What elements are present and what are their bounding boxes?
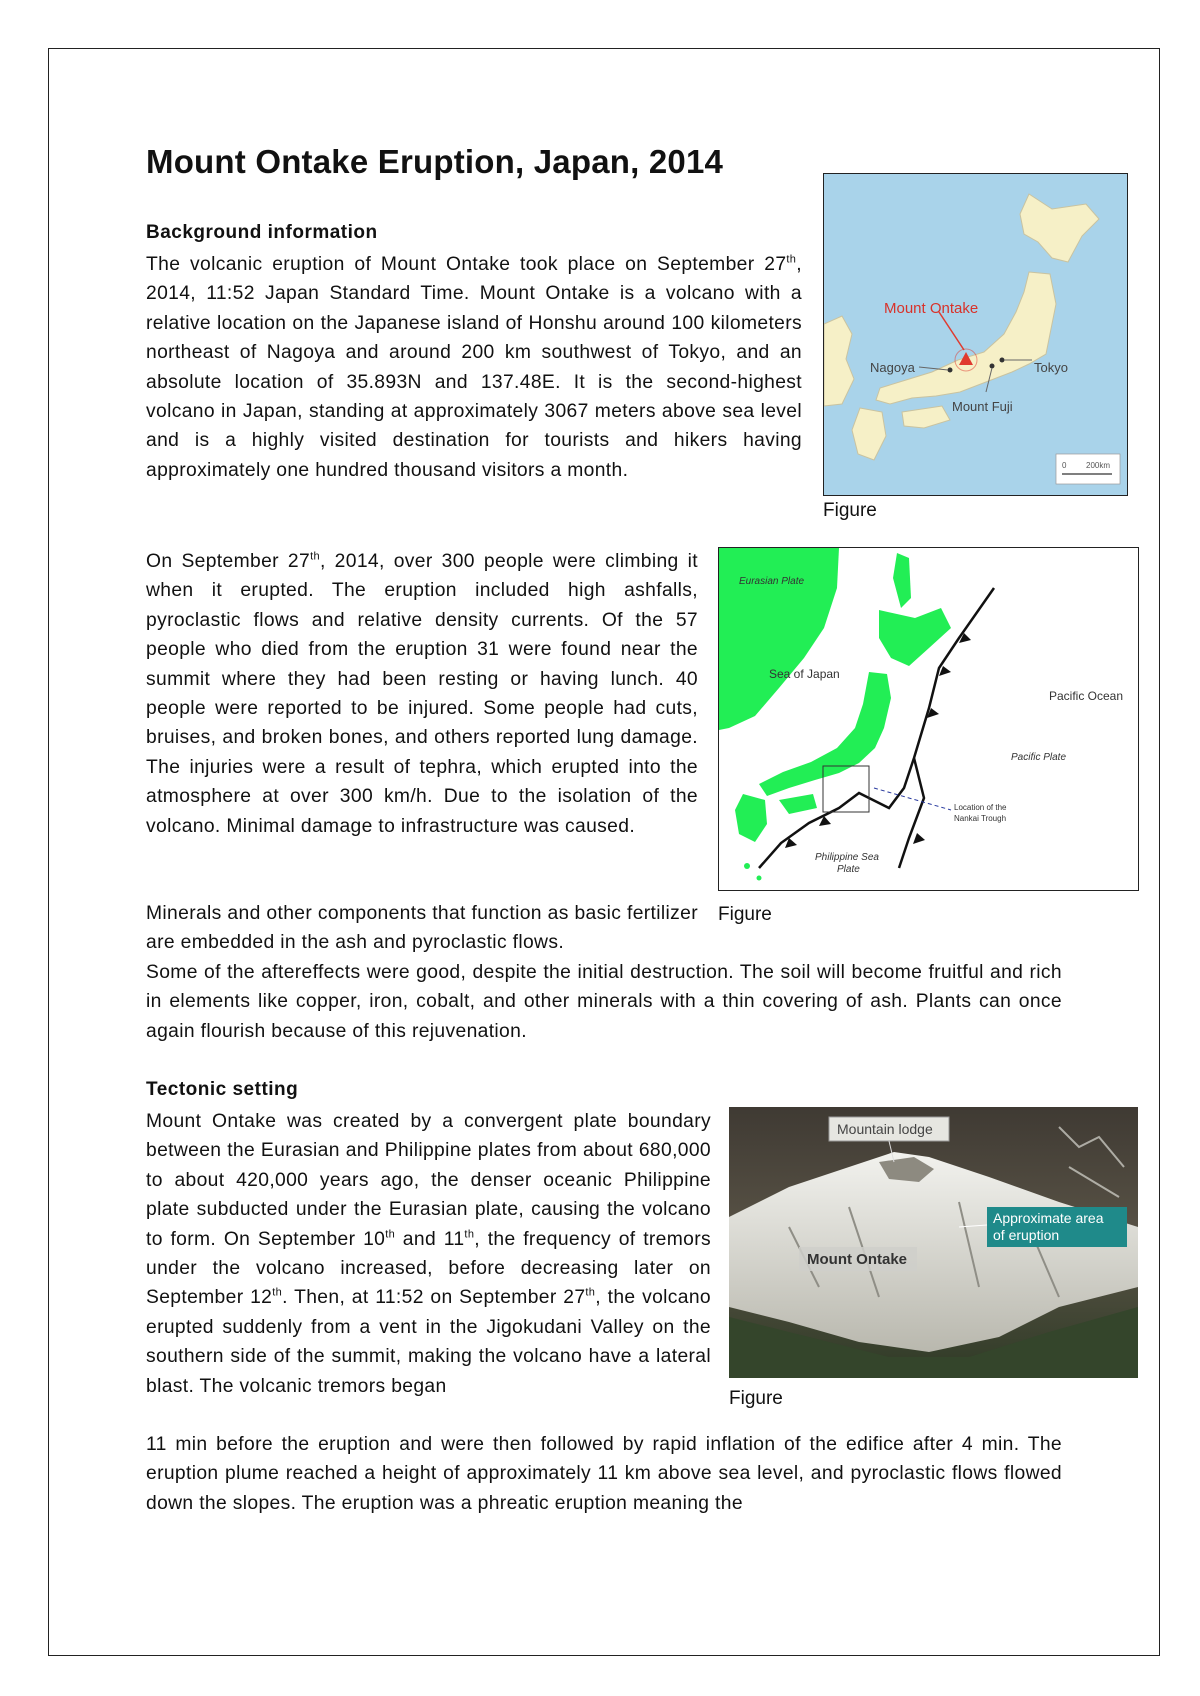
tectonic-sup-2: th — [464, 1228, 475, 1241]
scale-km: 200km — [1086, 461, 1111, 470]
figure-caption-map2: Figure — [718, 904, 772, 925]
tokyo-dot-icon — [1000, 358, 1005, 363]
island-dot — [744, 863, 750, 869]
background-paragraph-3b: Some of the aftereffects were good, despite the initial destruction. The soil will become fruitful and rich in elements like copper, iron, cobalt, and other minerals with a thin covering of ash. Plants can once again flourish because of this rejuvenation. — [146, 962, 1062, 1042]
page-title: Mount Ontake Eruption, Japan, 2014 — [146, 143, 724, 180]
tectonic-sup-1: th — [385, 1228, 396, 1241]
label-philippine-sea-plate-2: Plate — [837, 864, 860, 875]
label-trough-1: Location of the — [954, 803, 1007, 812]
aerial-volcano-photo — [729, 1107, 1138, 1378]
tectonic-sup-4: th — [585, 1287, 596, 1300]
background-heading: Background information — [146, 222, 378, 243]
background-p1-sup: th — [786, 253, 797, 266]
tectonic-paragraph-wrap — [146, 1107, 711, 1401]
island-dot — [757, 876, 762, 881]
label-nagoya: Nagoya — [870, 360, 915, 375]
figure-caption-photo: Figure — [729, 1388, 783, 1409]
aerial-volcano-photo-svg — [729, 1107, 1138, 1378]
label-trough-2: Nankai Trough — [954, 814, 1007, 823]
tectonic-text-c: , the frequency of tremors under the volcano increased, before decreasing later on September 12 — [146, 1228, 712, 1309]
callout-mount-ontake-text: Mount Ontake — [807, 1251, 907, 1268]
figure-caption-map1: Figure — [823, 500, 877, 521]
tectonic-text-b: and 11 — [395, 1228, 465, 1250]
label-pacific-plate: Pacific Plate — [1011, 752, 1067, 763]
label-eurasian-plate: Eurasian Plate — [739, 576, 805, 587]
japan-location-map-svg — [824, 174, 1128, 496]
label-pacific-ocean: Pacific Ocean — [1049, 689, 1124, 703]
tectonic-plates-map-svg — [719, 548, 1139, 891]
background-paragraph-3a: Minerals and other components that function as basic fertilizer are embedded in the ash and pyroclastic flows. — [146, 903, 698, 954]
background-p2-text-b: , 2014, over 300 people were climbing it when it erupted. The eruption included high ashfalls, pyroclastic flows and relative density currents. Of the 57 people who died from the eruption 31 were found near the summit where they had been resting or having lunch. 40 people were reported to be injured. Some people had cuts, bruises, and broken bones, and others reported lung damage. The injuries were a result of tephra, which erupted into the atmosphere at over 300 km/h. Due to the isolation of the volcano. Minimal damage to infrastructure was caused. — [146, 551, 698, 837]
label-mount-fuji: Mount Fuji — [952, 399, 1013, 414]
callout-eruption-area-text-1: Approximate area — [993, 1210, 1104, 1226]
background-p1-text-a: The volcanic eruption of Mount Ontake took place on September 27 — [146, 254, 787, 275]
tectonic-text-a: Mount Ontake was created by a convergent plate boundary between the Eurasian and Philippine plates from about 680,000 to about 420,000 years ago, the denser oceanic Philippine plate subducted under the Eurasian plate, causing the volcano to form. On September 10 — [146, 1111, 711, 1250]
background-p1-text-b: , 2014, 11:52 Japan Standard Time. Mount Ontake is a volcano with a relative location on the Japanese island of Honshu around 100 kilometers northeast of Nagoya and around 200 km southwest of Tokyo, and an absolute location of 35.893N and 137.48E. It is the second-highest volcano in Japan, standing at approximately 3067 meters above sea level and is a highly visited destination for tourists and hikers having approximately one hundred thousand visitors a month. — [146, 254, 802, 481]
tectonic-heading: Tectonic setting — [146, 1079, 299, 1100]
background-p2-sup: th — [310, 550, 320, 563]
tectonic-sup-3: th — [272, 1287, 283, 1300]
label-sea-of-japan: Sea of Japan — [769, 667, 840, 681]
tectonic-text-d: . Then, at 11:52 on September 27 — [282, 1287, 586, 1309]
callout-eruption-area-text-2: of eruption — [993, 1227, 1060, 1243]
fuji-dot-icon — [990, 364, 995, 369]
japan-location-map — [823, 173, 1128, 496]
label-tokyo: Tokyo — [1034, 360, 1068, 375]
nagoya-dot-icon — [948, 368, 953, 373]
background-p2-text-a: On September 27 — [146, 551, 311, 572]
callout-mountain-lodge-text: Mountain lodge — [837, 1121, 933, 1137]
label-philippine-sea-plate-1: Philippine Sea — [815, 852, 879, 863]
background-paragraph-1 — [146, 250, 802, 485]
tectonic-text-e: , the volcano erupted suddenly from a vent in the Jigokudani Valley on the southern side of the summit, making the volcano have a lateral blast. The volcanic tremors began — [146, 1287, 712, 1397]
background-paragraph-2 — [146, 547, 698, 841]
tectonic-plates-map — [718, 547, 1139, 891]
tectonic-paragraph-full: 11 min before the eruption and were then followed by rapid inflation of the edifice after 4 min. The eruption plume reached a height of approximately 11 km above sea level, and pyroclastic flows flowed down the slopes. The eruption was a phreatic eruption meaning the — [146, 1434, 1062, 1514]
scale-zero: 0 — [1062, 461, 1067, 470]
label-mount-ontake: Mount Ontake — [884, 300, 979, 317]
